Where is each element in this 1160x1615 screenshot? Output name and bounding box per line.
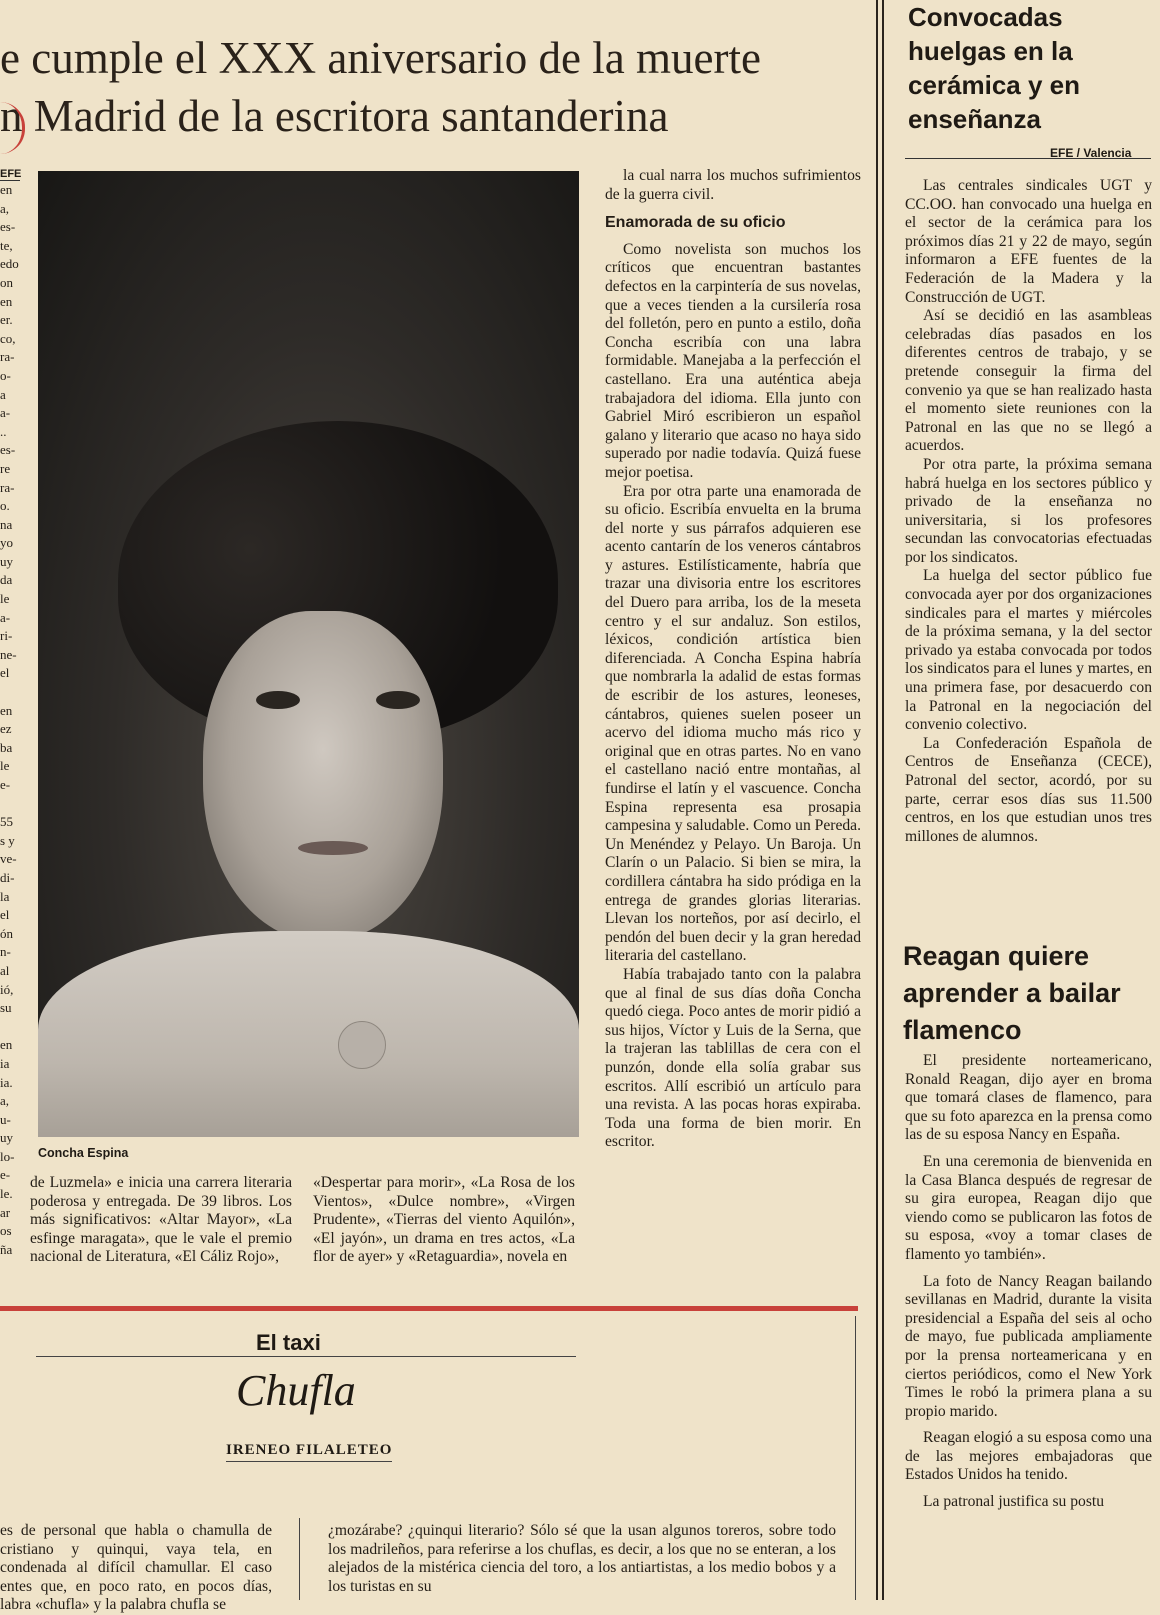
article-intro: la cual narra los muchos sufrimientos de la guerra civil. bbox=[605, 167, 861, 203]
left-edge-fragment: ió, bbox=[0, 981, 14, 997]
left-edge-fragment: a, bbox=[0, 200, 10, 216]
left-edge-fragment: yo bbox=[0, 535, 13, 551]
left-edge-fragment: 55 bbox=[0, 814, 13, 830]
sidebar-paragraph: Por otra parte, la próxima semana habrá huelga en los sectores público y privado de la enseñanza no universitaria, si los profesores secundan las convocatorias efectuadas por los sindicatos. bbox=[905, 455, 1152, 566]
taxi-author: IRENEO FILALETEO bbox=[226, 1442, 392, 1462]
left-edge-fragment: el bbox=[0, 907, 10, 923]
left-edge-fragment: en bbox=[0, 702, 13, 718]
sidebar-paragraph: La Confederación Española de Centros de Enseñanza (CECE), Patronal del sector, acordó, por su parte, cerrar esos días sus 11.500 centros, en los que estudian unos tres millones de alumnos. bbox=[905, 734, 1152, 845]
article-paragraph: Como novelista son muchos los críticos que encuentran bastantes defectos en la carpintería de sus novelas, que a veces tienden a la cursilería rosa del folletón, pero en punto a estilo, doña Concha escribía con una labra formidable. Manejaba a la perfección el castellano. Era una auténtica abeja trabajadora del idioma. Ella junto con Gabriel Miró escribieron un español galano y literario que acaso no haya sido superado por nadie todavía. Quizá fuese mejor poetisa. bbox=[605, 240, 861, 481]
left-edge-fragment: ra- bbox=[0, 349, 15, 365]
left-edge-fragment: e- bbox=[0, 1167, 11, 1183]
taxi-section-title: El taxi bbox=[256, 1330, 321, 1355]
column-rule bbox=[876, 0, 878, 1600]
left-edge-fragment: ri- bbox=[0, 628, 13, 644]
left-edge-fragment: da bbox=[0, 572, 13, 588]
left-edge-fragment: en bbox=[0, 1037, 13, 1053]
sidebar-paragraph: El presidente norteamericano, Ronald Reagan, dijo ayer en broma que tomará clases de flamenco, para que su foto aparezca en la prensa como las de su esposa Nancy en España. bbox=[905, 1052, 1152, 1144]
headline-line-1: e cumple el XXX aniversario de la muerte bbox=[0, 33, 761, 83]
main-headline bbox=[0, 32, 850, 142]
article-paragraph: Había trabajado tanto con la palabra que al final de sus días doña Concha quedó ciega. Poco antes de morir pidió a sus hijos, Víctor y Luis de la Serna, que la trajeran las tablillas de cera con el punzón, donde ella solía grabar sus escritos. Allí escribió un artículo para una revista. A las pocas horas expiraba. Toda una forma de bien morir. En escritor. bbox=[605, 965, 861, 1151]
left-edge-fragment: os bbox=[0, 1223, 12, 1239]
sidebar-story-2-body bbox=[905, 1052, 1152, 1512]
left-edge-fragment: ez bbox=[0, 721, 12, 737]
left-edge-fragments bbox=[0, 181, 20, 1259]
left-edge-fragment bbox=[0, 1018, 20, 1037]
portrait-photo bbox=[38, 171, 579, 1137]
left-edge-fragment: el bbox=[0, 665, 10, 681]
article-col-a: de Luzmela» e inicia una carrera literaria poderosa y entregada. De 39 libros. Los más significativos: «Altar Mayor», «La esfinge maragata», que le vale el premio nacional de Literatura, «El Cáliz Rojo», bbox=[30, 1174, 292, 1266]
left-edge-fragment: uy bbox=[0, 1130, 13, 1146]
left-edge-fragment: a, bbox=[0, 1093, 10, 1109]
left-edge-fragment: en bbox=[0, 182, 13, 197]
sidebar-headline-1: Convocadas huelgas en la cerámica y en enseñanza bbox=[908, 2, 1081, 134]
left-edge-fragment bbox=[0, 795, 20, 814]
taxi-section-rule bbox=[36, 1356, 576, 1357]
left-edge-fragment: le bbox=[0, 758, 10, 774]
left-edge-fragment: lo- bbox=[0, 1148, 15, 1164]
left-edge-fragment bbox=[0, 683, 20, 702]
left-edge-fragment: uy bbox=[0, 553, 13, 569]
left-edge-fragment: e- bbox=[0, 777, 11, 792]
left-edge-fragment: re bbox=[0, 460, 11, 476]
taxi-inner-rule bbox=[299, 1518, 300, 1600]
left-edge-fragment: o- bbox=[0, 367, 11, 383]
column-rule bbox=[882, 0, 884, 1600]
sidebar-paragraph: La foto de Nancy Reagan bailando sevillanas en Madrid, durante la visita presidencial a España del seis al ocho de mayo, fue publicada ampliamente por la prensa norteamericana y en ciertos periódicos, como el New York Times le robó la primera plana a su propio marido. bbox=[905, 1272, 1152, 1420]
left-edge-fragment: co, bbox=[0, 330, 16, 346]
sidebar-story-1-body bbox=[905, 177, 1152, 846]
photo-eye bbox=[256, 691, 300, 709]
photo-eye bbox=[376, 691, 420, 709]
left-edge-fragment: la bbox=[0, 888, 10, 904]
left-edge-fragment: na bbox=[0, 516, 13, 532]
left-edge-fragment: le. bbox=[0, 1186, 13, 1202]
left-edge-fragment: .. bbox=[0, 423, 7, 439]
left-edge-fragment: ve- bbox=[0, 851, 17, 867]
article-col-b: «Despertar para morir», «La Rosa de los Vientos», «Dulce nombre», «Virgen Prudente», «Tierras del viento Aquilón», «El jayón», un drama en tres actos, «La flor de ayer» y «Retaguardia», novela en bbox=[313, 1174, 575, 1266]
taxi-title: Chufla bbox=[236, 1366, 356, 1415]
taxi-text-left: es de personal que habla o chamulla de cristiano y quinqui, vaya tela, en condenada al difícil chamullar. El caso entes que, en poco rato, en pocos días, labra «chufla» y la palabra chufla se bbox=[0, 1522, 272, 1614]
left-edge-fragment: s y bbox=[0, 832, 15, 848]
article-subhead: Enamorada de su oficio bbox=[605, 214, 786, 232]
left-edge-fragment: on bbox=[0, 274, 13, 290]
left-edge-fragment: a bbox=[0, 386, 6, 402]
left-edge-fragment: es- bbox=[0, 219, 16, 235]
left-edge-fragment: ón bbox=[0, 925, 13, 941]
article-right-col bbox=[605, 167, 861, 1152]
sidebar-byline: EFE / Valencia bbox=[1050, 146, 1132, 160]
sidebar-paragraph: Las centrales sindicales UGT y CC.OO. han convocado una huelga en el sector de la cerámica para los próximos días 21 y 22 de mayo, según informaron a EFE fuentes de la Federación de la Madera y la Construcción de UGT. bbox=[905, 177, 1152, 306]
section-divider bbox=[0, 1306, 858, 1311]
taxi-column bbox=[36, 1316, 858, 1508]
sidebar-paragraph: La huelga del sector público fue convocada ayer por dos organizaciones sindicales para el martes y miércoles de la próxima semana, y la del sector privado ya estaba convocada por todos los sindicatos para el lunes y martes, en una primera fase, por desacuerdo con la Patronal en la negociación del convenio colectivo. bbox=[905, 567, 1152, 734]
photo-caption: Concha Espina bbox=[38, 1146, 129, 1160]
left-edge-fragment: edo bbox=[0, 256, 19, 272]
article-paragraph: Era por otra parte una enamorada de su oficio. Escribía envuelta en la bruma del norte y sus párrafos adquieren ese acento cantarín de los veneros cántabros y astures. Estilísticamente, habría que trazar una divisoria entre los escritores del Duero para arriba, los de la meseta centro y el sur andaluz. Son estilos, léxicos, condición artística bien diferenciada. A Concha Espina habría que nombrarla la adalid de estas formas de escribir de los astures, leoneses, cántabros, quienes suelen poseer un acervo del idioma mucho más rico y original que en otras partes. No en vano el castellano nació entre montañas, al fundirse el latín y el vascuence. Concha Espina representa esa prosapia campesina y saludable. Como un Pereda. Un Menéndez y Pelayo. Un Baroja. Un Clarín o un Palacio. Si bien se mira, la cordillera cántabra ha sido pródiga en la entrega de grandes glorias literarias. Llevan los norteños, por así decirlo, el pendón del buen decir y la gran heredad literaria del castellano. bbox=[605, 482, 861, 965]
left-edge-fragment: ba bbox=[0, 739, 13, 755]
left-edge-fragment: al bbox=[0, 962, 10, 978]
sidebar-headline-2: Reagan quiere aprender a bailar flamenco bbox=[903, 941, 1121, 1045]
left-edge-fragment: le bbox=[0, 591, 10, 607]
left-edge-column bbox=[0, 168, 20, 1259]
left-edge-fragment: ar bbox=[0, 1204, 11, 1220]
left-edge-fragment: n- bbox=[0, 944, 11, 960]
left-edge-fragment: te, bbox=[0, 237, 13, 253]
left-edge-fragment: es- bbox=[0, 442, 16, 458]
left-edge-fragment: ra- bbox=[0, 479, 15, 495]
taxi-text-right: ¿mozárabe? ¿quinqui literario? Sólo sé que la usan algunos toreros, sobre todo los madrileños, para referirse a los chuflas, es decir, a los que no se enteran, a los alejados de la mistérica ciencia del toro, a los antiartistas, a los medio bobos y a los turistas en su bbox=[328, 1522, 836, 1595]
left-edge-fragment: su bbox=[0, 1000, 12, 1016]
left-edge-fragment: ne- bbox=[0, 646, 17, 662]
photo-mouth bbox=[298, 841, 368, 855]
left-edge-fragment: ia. bbox=[0, 1074, 13, 1090]
photo-face bbox=[203, 611, 443, 941]
photo-coat bbox=[38, 931, 579, 1137]
left-edge-fragment: ia bbox=[0, 1055, 10, 1071]
left-edge-fragment: u- bbox=[0, 1111, 11, 1127]
headline-line-2: n Madrid de la escritora santanderina bbox=[0, 91, 669, 141]
left-edge-fragment: di- bbox=[0, 869, 15, 885]
left-edge-fragment: a- bbox=[0, 405, 11, 421]
coat-button bbox=[338, 1021, 386, 1069]
left-edge-fragment: en bbox=[0, 293, 13, 309]
sidebar-paragraph: Reagan elogió a su esposa como una de las mejores embajadoras que Estados Unidos ha tenido. bbox=[905, 1429, 1152, 1484]
sidebar-paragraph: La patronal justifica su postu bbox=[923, 1493, 1105, 1511]
left-edge-fragment: ña bbox=[0, 1241, 13, 1257]
left-edge-fragment: o. bbox=[0, 498, 10, 514]
sidebar-paragraph: En una ceremonia de bienvenida en la Casa Blanca después de regresar de su gira europea, Reagan dijo que viendo como se publicaron las fotos de su esposa, «voy a tomar clases de flamento yo también». bbox=[905, 1152, 1152, 1263]
left-edge-fragment: a- bbox=[0, 609, 11, 625]
taxi-column-rule bbox=[855, 1316, 856, 1600]
sidebar-paragraph: Así se decidió en las asambleas celebradas días pasados en los diferentes centros de trabajo, y se pretende conseguir la firma del convenio ya que se han realizado hasta el momento siete reuniones con la Patronal en las que no se llegó a acuerdos. bbox=[905, 307, 1152, 455]
left-edge-fragment: er. bbox=[0, 312, 13, 328]
left-edge-byline: EFE bbox=[0, 168, 22, 180]
